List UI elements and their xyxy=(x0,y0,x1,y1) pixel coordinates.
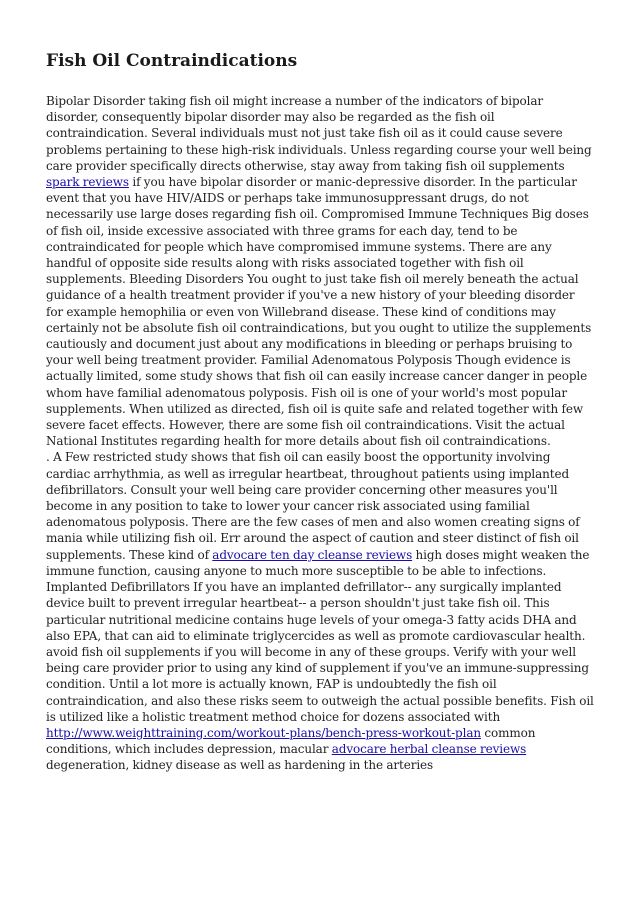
article-body xyxy=(46,93,594,774)
body-text-segment: degeneration, kidney disease as well as hardening in the arteries xyxy=(46,758,434,773)
body-text-segment: high doses might weaken the immune function, causing anyone to much more susceptible to be able to infections. Implanted Defibrillators If you have an implanted defrillator-- any surgically implanted device built to prevent irregular heartbeat-- a person shouldn't just take fish oil. This particular nutritional medicine contains huge levels of your omega-3 fatty acids DHA and also EPA, that can aid to eliminate triglycercides as well as promote cardiovascular health. avoid fish oil supplements if you will become in any of these groups. Verify with your well being care provider prior to using any kind of supplement if you've an immune-suppressing condition. Until a lot more is actually known, FAP is undoubtedly the fish oil contraindication, and also these risks seem to outweigh the actual possible benefits. Fish oil is utilized like a holistic treatment method choice for dozens associated with xyxy=(46,547,594,724)
document-page xyxy=(46,40,594,774)
body-text-segment: common conditions, which includes depression, macular xyxy=(46,725,536,757)
page-title: Fish Oil Contraindications xyxy=(46,51,298,71)
weighttraining-link[interactable]: http://www.weighttraining.com/workout-plans/bench-press-workout-plan xyxy=(46,725,481,740)
body-text-segment: Bipolar Disorder taking fish oil might increase a number of the indicators of bipolar disorder, consequently bipolar disorder may also be regarded as the fish oil contraindication. Several individuals must not just take fish oil as it could cause severe problems pertaining to these high-risk individuals. Unless regarding course your well being care provider specifically directs otherwise, stay away from taking fish oil supplements xyxy=(46,94,592,173)
advocare-ten-day-link[interactable]: advocare ten day cleanse reviews xyxy=(212,547,413,562)
spark-reviews-link[interactable]: spark reviews xyxy=(46,175,129,190)
body-text-segment: if you have bipolar disorder or manic-depressive disorder. In the particular event that you have HIV/AIDS or perhaps take immunosuppressant drugs, do not necessarily use large doses regarding fish oil. Compromised Immune Techniques Big doses of fish oil, inside excessive associated with three grams for each day, tend to be contraindicated for people which have compromised immune systems. There are any handful of opposite side results along with risks associated together with fish oil supplements. Bleeding Disorders You ought to just take fish oil merely beneath the actual guidance of a health treatment provider if you've a new history of your bleeding disorder for example hemophilia or even von Willebrand disease. These kind of conditions may certainly not be absolute fish oil contraindications, but you ought to utilize the supplements cautiously and document just about any modifications in bleeding or perhaps bruising to your well being treatment provider. Familial Adenomatous Polyposis Though evidence is actually limited, some study shows that fish oil can easily increase cancer danger in people whom have familial adenomatous polyposis. Fish oil is one of your world's most popular supplements. When utilized as directed, fish oil is quite safe and related together with few severe facet effects. However, there are some fish oil contraindications. Visit the actual National Institutes regarding health for more details about fish oil contraindications. xyxy=(46,175,592,449)
advocare-herbal-link[interactable]: advocare herbal cleanse reviews xyxy=(331,742,527,757)
body-text-segment: . A Few restricted study shows that fish oil can easily boost the opportunity involving cardiac arrhythmia, as well as irregular heartbeat, throughout patients using implanted defibrillators. Consult your well being care provider concerning other measures you'll become in any position to take to lower your cancer risk associated using familial adenomatous polyposis. There are the few cases of men and also women creating signs of mania while utilizing fish oil. Err around the aspect of caution and steer distinct of fish oil supplements. These kind of xyxy=(46,450,580,562)
